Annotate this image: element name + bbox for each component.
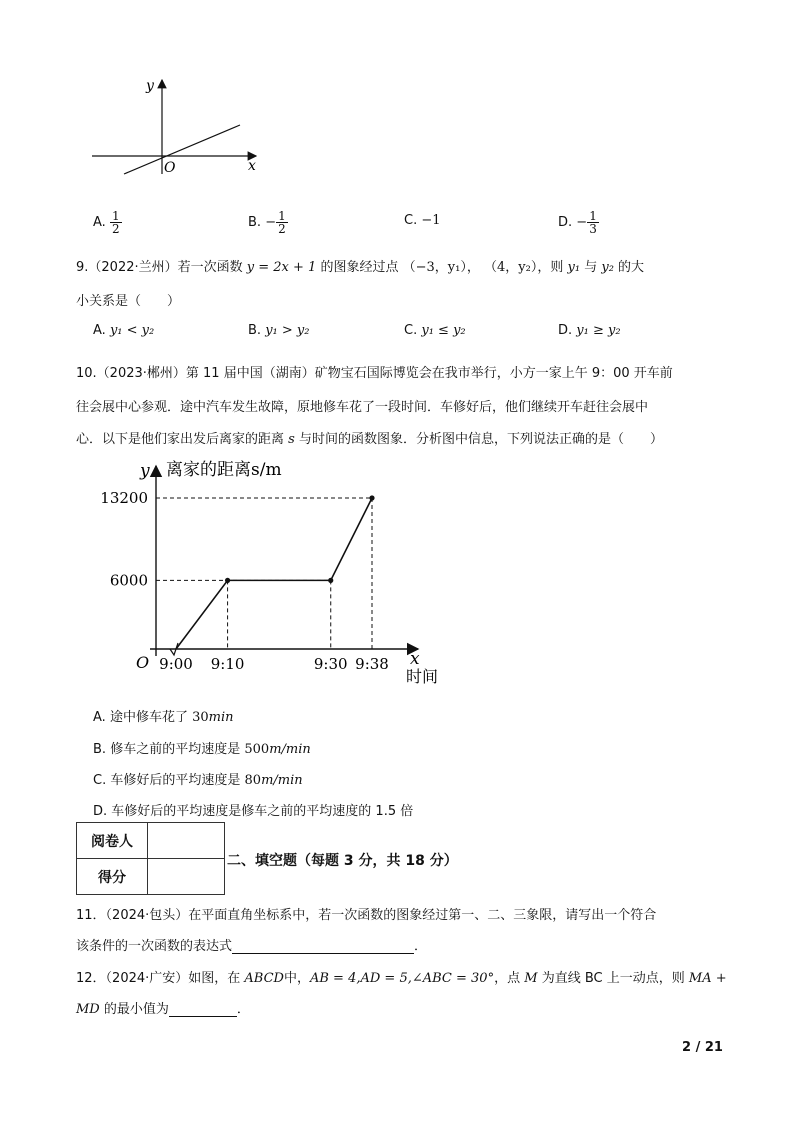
q11-answer-blank[interactable] — [232, 939, 414, 954]
q9-option-b[interactable]: B. y₁ > y₂ — [248, 323, 310, 338]
function-line — [124, 125, 240, 174]
fraction: $\frac{1}{2}$ — [111, 209, 120, 236]
q8-option-b[interactable]: B. − $\frac{1}{2}$ — [248, 209, 286, 236]
origin-label: O — [164, 160, 176, 176]
q10-option-a[interactable]: A. 途中修车花了 30min — [93, 710, 234, 725]
data-point-9:30 — [328, 578, 333, 583]
data-point-9:10 — [225, 578, 230, 583]
q11-line1: 11．（2024·包头）在平面直角坐标系中，若一次函数的图象经过第一、二、三象限，请写出一个符合 — [76, 908, 657, 923]
q10-option-c[interactable]: C. 车修好后的平均速度是 80m/min — [93, 773, 303, 788]
data-series-line — [176, 498, 372, 649]
y-axis-label: y — [146, 78, 154, 94]
section2-title: 二、填空题（每题 3 分，共 18 分） — [227, 853, 458, 869]
fraction: $\frac{1}{2}$ — [278, 209, 286, 236]
q9-option-d[interactable]: D. y₁ ≥ y₂ — [558, 323, 621, 338]
chart-y-label: y — [140, 461, 150, 481]
x-tick-label-9:10: 9:10 — [210, 655, 245, 673]
q12-line2: MD 的最小值为 ． — [76, 1002, 250, 1017]
x-tick-label-9:38: 9:38 — [355, 655, 389, 673]
q10-option-d[interactable]: D. 车修好后的平均速度是修车之前的平均速度的 1.5 倍 — [93, 804, 414, 819]
q11-line2: 该条件的一次函数的表达式 ． — [76, 939, 428, 954]
q12-answer-blank[interactable] — [169, 1002, 237, 1017]
chart-title: 离家的距离s/m — [166, 460, 282, 480]
q10-line1: 10.（2023·郴州）第 11 届中国（湖南）矿物宝石国际博览会在我市举行，小方一家上午 9：00 开车前 — [76, 366, 673, 381]
data-point-9:38 — [369, 495, 374, 500]
q9-option-c[interactable]: C. y₁ ≤ y₂ — [404, 323, 466, 338]
score-cell[interactable] — [148, 859, 225, 895]
page-number: 2 / 21 — [682, 1040, 723, 1055]
q9-line2: 小关系是（ ） — [76, 294, 181, 309]
q10-line2: 往会展中心参观．途中汽车发生故障，原地修车花了一段时间．车修好后，他们继续开车赶往会展中 — [76, 400, 649, 415]
score-label: 得分 — [77, 859, 148, 895]
x-tick-label-9:30: 9:30 — [313, 655, 348, 673]
x-tick-label-9:00: 9:00 — [159, 655, 193, 673]
chart-x-axis-text: 时间 — [406, 667, 439, 686]
fraction: $\frac{1}{3}$ — [589, 209, 597, 236]
q12-line1: 12．（2024·广安）如图，在 ABCD中，AB = 4,AD = 5,∠ABC = 30°，点 M 为直线 BC 上一动点，则 MA + — [76, 971, 727, 986]
grader-label: 阅卷人 — [77, 823, 148, 859]
q8-graph — [88, 72, 268, 182]
distance-time-chart — [90, 452, 450, 692]
q9-line1: 9.（2022·兰州）若一次函数 y = 2x + 1 的图象经过点 （−3，y₁）， （4，y₂），则 y₁ 与 y₂ 的大 — [76, 260, 645, 275]
chart-x-label: x — [410, 649, 420, 669]
q9-option-a[interactable]: A. y₁ < y₂ — [93, 323, 155, 338]
grader-table — [76, 822, 225, 895]
q10-option-b[interactable]: B. 修车之前的平均速度是 500m/min — [93, 742, 311, 757]
q8-option-d[interactable]: D. − $\frac{1}{3}$ — [558, 209, 597, 236]
y-tick-label-6000: 6000 — [109, 571, 148, 590]
chart-origin: O — [136, 653, 150, 672]
q8-option-a[interactable]: A. $\frac{1}{2}$ — [93, 209, 120, 236]
q10-line3: 心．以下是他们家出发后离家的距离 s 与时间的函数图象．分析图中信息，下列说法正确的是（ ） — [76, 432, 663, 447]
q8-option-c[interactable]: C. −1 — [404, 213, 441, 228]
grader-cell[interactable] — [148, 823, 225, 859]
y-tick-label-13200: 13200 — [100, 489, 148, 507]
x-axis-label: x — [248, 158, 256, 174]
